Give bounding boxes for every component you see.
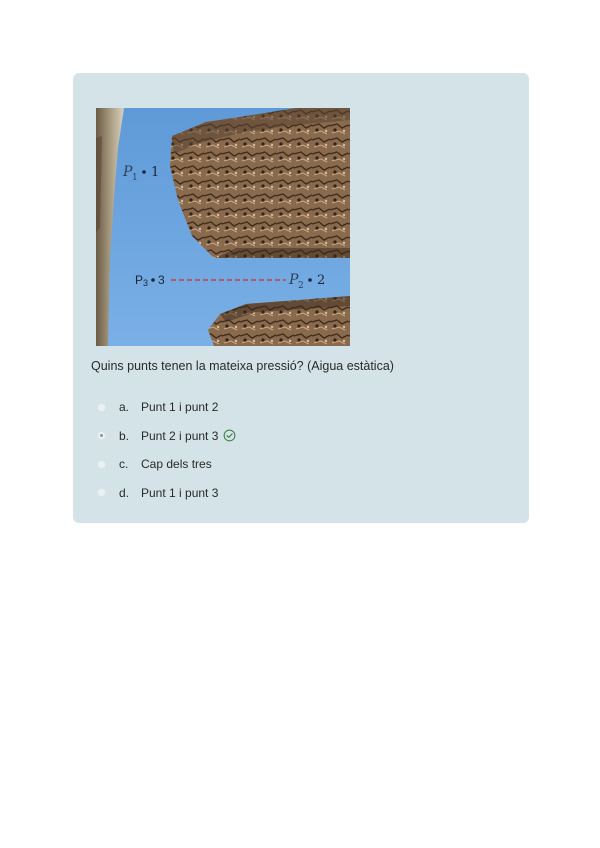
svg-text:P: P: [289, 272, 299, 288]
option-label: Punt 2 i punt 3: [141, 428, 219, 443]
option-d[interactable]: [97, 479, 497, 508]
option-a[interactable]: [97, 393, 497, 422]
svg-text:2: 2: [298, 281, 304, 291]
option-label: Cap dels tres: [141, 457, 212, 472]
rock-water-diagram: [96, 108, 350, 346]
radio-button[interactable]: [97, 460, 106, 469]
option-b[interactable]: [97, 422, 497, 451]
option-label: Punt 1 i punt 2: [141, 400, 219, 415]
option-letter: c.: [119, 457, 129, 472]
svg-text:2: 2: [317, 273, 326, 288]
svg-text:1: 1: [151, 165, 160, 180]
svg-text:1: 1: [132, 173, 138, 183]
option-letter: a.: [119, 400, 130, 415]
option-label: Punt 1 i punt 3: [141, 485, 219, 500]
check-circle-icon: [223, 429, 236, 442]
question-figure: [96, 108, 350, 346]
svg-text:3: 3: [158, 273, 165, 287]
option-c[interactable]: [97, 450, 497, 479]
radio-button[interactable]: [97, 488, 106, 497]
svg-text:P: P: [123, 164, 133, 180]
radio-button[interactable]: [97, 431, 106, 440]
svg-text:P: P: [135, 273, 144, 287]
option-letter: b.: [119, 428, 130, 443]
radio-button[interactable]: [97, 403, 106, 412]
question-card: [73, 73, 529, 523]
option-letter: d.: [119, 485, 130, 500]
answer-options: [97, 393, 497, 507]
svg-text:3: 3: [143, 278, 149, 288]
question-text: Quins punts tenen la mateixa pressió? (Aigua estàtica): [91, 359, 394, 373]
